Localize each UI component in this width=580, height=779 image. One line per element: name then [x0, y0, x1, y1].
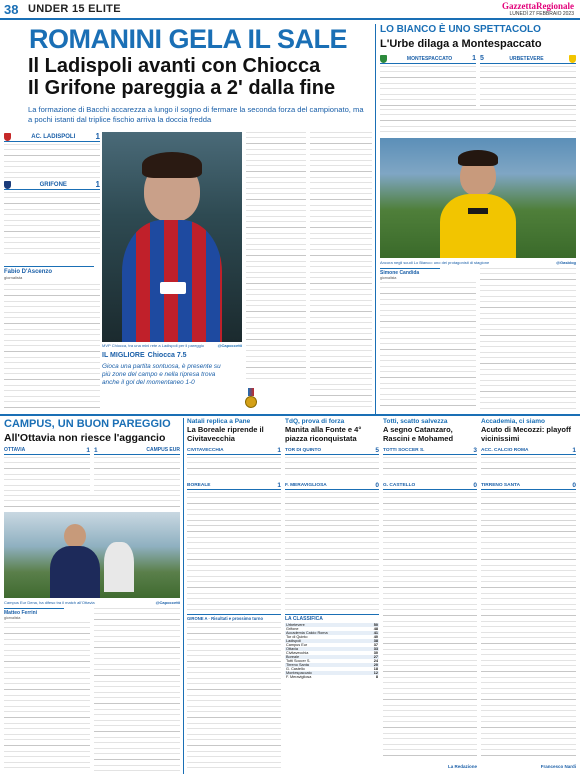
team-name: G. Castello [286, 667, 305, 671]
section-divider [0, 414, 580, 416]
lineup-text [481, 457, 576, 479]
caption-credit: @Gasblog [556, 260, 576, 265]
lineup-text [94, 457, 180, 493]
author-block [4, 266, 94, 280]
team1-score: 1 [95, 132, 100, 141]
team-name: Montespaccato [285, 671, 367, 675]
rt-team2-score: 5 [480, 55, 484, 62]
scoreboard-main [4, 132, 100, 257]
b3-kicker: TdQ, prova di forza [285, 418, 345, 425]
team-name: Totti Soccer S. [286, 659, 311, 663]
match-notes [4, 495, 180, 511]
mvp-box [102, 352, 242, 410]
team-name: Tirreno Santa [285, 663, 367, 667]
b5-team1-name: ACC. CALCIO ROMA [481, 447, 529, 453]
team2-score: 1 [95, 180, 100, 189]
rt-team2-name: URBETEVERE [509, 55, 544, 62]
b3-team1-name: TOR DI QUINTO [285, 447, 322, 453]
team-points: 20 [367, 663, 379, 667]
team-name: Ladispoli [285, 639, 367, 643]
team-points: 24 [373, 659, 378, 663]
brand-b: Regionale [536, 1, 574, 11]
issue-date: LUNEDÌ 27 FEBBRAIO 2023 [509, 11, 574, 17]
team-points: 40 [373, 635, 378, 639]
team-name: Civitavecchia [286, 651, 309, 655]
table-row [285, 675, 379, 679]
brand-a: Gazzetta [502, 1, 536, 11]
right-photo-caption [380, 260, 576, 265]
team-name: Boreale [285, 655, 367, 659]
team-points: 37 [373, 643, 378, 647]
right-scoreboard [380, 54, 576, 134]
b1-title: All'Ottavia non riesce l'aggancio [4, 432, 166, 444]
article-body [380, 282, 476, 410]
mvp-quote: Gioca una partita sontuosa, è presente su più zone del campo e nella ripresa trova anche il gol del momentaneo 1-0 [102, 363, 221, 386]
author-role: giornalista [380, 276, 397, 280]
b1-caption [4, 600, 180, 605]
article-body [310, 132, 372, 410]
article-body [94, 608, 180, 772]
b1-kicker: CAMPUS, UN BUON PAREGGIO [4, 418, 171, 430]
lineup-text [4, 144, 100, 178]
b2-team1-score: 1 [277, 446, 281, 454]
b1-photo [4, 512, 180, 598]
team2-name: GRIFONE [39, 181, 67, 188]
caption-credit: @Capoccetti [155, 600, 180, 605]
caption-text: Ancora negli scudi Lo Bianco: uno dei protagonisti di stagione [380, 260, 490, 265]
results-title: GIRONE A · Risultati e prossimo turno [187, 616, 264, 621]
right-author [380, 268, 440, 280]
b1-team2-name: CAMPUS EUR [146, 447, 180, 453]
main-summary: La formazione di Bacchi accarezza a lungo il sogno di fermare la seconda forza del campionato, ma a pochi istanti dal triplice fischio arriva la doccia fredda [28, 105, 364, 124]
lineup-text [383, 457, 477, 479]
b4-kicker: Totti, scatto salvezza [383, 418, 448, 425]
page-number: 38 [4, 2, 19, 17]
masthead-logo [502, 1, 574, 17]
lineup-text [380, 66, 476, 106]
b5-article [481, 418, 576, 530]
b4-team1-score: 3 [473, 446, 477, 454]
b2-title: La Boreale riprende il Civitavecchia [187, 425, 264, 443]
article-body [187, 520, 281, 610]
team-points: 8 [375, 675, 378, 679]
b4-article [383, 418, 477, 530]
medal-icon [244, 388, 258, 408]
b3-title: Manita alla Fonte e 4° piazza riconquistata [285, 425, 362, 443]
team1-name: AC. LADISPOLI [31, 133, 76, 140]
footer-left: La Redazione [447, 764, 477, 769]
b4-team2-name: G. CASTELLO [383, 482, 416, 488]
team-crest-icon [380, 55, 387, 63]
team-name: F. Meravigliosa [286, 675, 312, 679]
article-body [383, 520, 477, 760]
main-title-1: Il Ladispoli avanti con Chiocca [28, 55, 321, 77]
b2-article [187, 418, 281, 530]
team-points: 30 [373, 651, 378, 655]
team-crest-icon [4, 133, 11, 141]
b4-title: A segno Catanzaro, Rascini e Mohamed [383, 425, 454, 443]
caption-text: Campus Eur Dena, ha difeso tra il match all'Ottavia [4, 600, 95, 605]
right-photo [380, 138, 576, 258]
article-body [285, 520, 379, 610]
lineup-text [480, 66, 576, 106]
standings-box [285, 614, 379, 774]
rt-team1-name: MONTESPACCATO [406, 55, 453, 62]
caption-text: MVP Chiocca, tra una mini rete a Ladispoli per il pareggio [102, 343, 204, 348]
team-name: Campus Eur [286, 643, 308, 647]
column-divider [375, 24, 376, 414]
caption-credit: @Capoccetti [217, 343, 242, 348]
team-name: Tor di Quinto [286, 635, 308, 639]
team-name: Urbetevere [285, 623, 367, 627]
team-crest-icon [4, 181, 11, 189]
b4-team1-name: TOTTI SOCCER S. [383, 447, 425, 453]
team-name: Accademia Calcio Roma [285, 631, 367, 635]
b5-team2-score: 0 [572, 481, 576, 489]
article-body [4, 284, 100, 412]
team-crest-icon [569, 55, 576, 63]
photo-caption [102, 343, 242, 348]
article-body [4, 622, 90, 772]
mvp-label: IL MIGLIORE [102, 352, 145, 359]
b5-title: Acuto di Mecozzi: playoff vicinissimi [481, 425, 571, 443]
b3-team2-score: 0 [375, 481, 379, 489]
team-points: 27 [367, 655, 379, 659]
team-name: Grifone [286, 627, 299, 631]
main-title-2: Il Grifone pareggia a 2' dalla fine [28, 77, 336, 99]
b3-team1-score: 5 [375, 446, 379, 454]
b3-team2-name: F. MERAVIGLIOSA [285, 482, 327, 488]
standings-title: LA CLASSIFICA [285, 616, 323, 622]
right-kicker: LO BIANCO È UNO SPETTACOLO [380, 24, 541, 35]
team-points: 38 [367, 639, 379, 643]
rt-team1-score: 1 [472, 55, 476, 62]
b3-article [285, 418, 379, 530]
footer-right: Francesco Nardi [540, 764, 576, 769]
b2-team2-name: BOREALE [187, 482, 211, 488]
b2-team1-name: CIVITAVECCHIA [187, 447, 224, 453]
b5-kicker: Accademia, ci siamo [481, 418, 545, 425]
main-photo [102, 132, 242, 342]
b5-team1-score: 1 [572, 446, 576, 454]
b5-team2-name: TIRRENO SANTA [481, 482, 521, 488]
b1-author [4, 608, 64, 620]
b1-scoreboard [4, 446, 180, 511]
article-body [246, 132, 306, 382]
b2-kicker: Natali replica a Pane [187, 418, 251, 425]
team-points: 50 [367, 623, 379, 627]
lineup-text [4, 192, 100, 254]
lineup-text [187, 457, 281, 479]
results-box [187, 614, 281, 774]
mvp-name: Chiocca 7.5 [147, 352, 187, 359]
team-points: 12 [367, 671, 379, 675]
author-role: giornalista [4, 275, 23, 280]
article-body [480, 268, 576, 410]
section-title: UNDER 15 ELITE [28, 3, 121, 15]
author-role: giornalista [4, 616, 21, 620]
b1-team2-score: 1 [94, 446, 98, 454]
team-points: 41 [367, 631, 379, 635]
b2-team2-score: 1 [277, 481, 281, 489]
team-points: 48 [373, 627, 378, 631]
results-list [187, 622, 281, 768]
lineup-text [285, 457, 379, 479]
lineup-text [4, 457, 90, 493]
b1-team1-score: 1 [86, 446, 90, 454]
b4-team2-score: 0 [473, 481, 477, 489]
author-name: Fabio D'Ascenzo [4, 269, 53, 275]
article-body [481, 520, 576, 760]
column-divider [183, 418, 184, 774]
author-name: Simone Candida [380, 270, 420, 276]
standings-table [285, 623, 379, 679]
team-points: 18 [373, 667, 378, 671]
team-points: 33 [367, 647, 379, 651]
team-name: Ottavia [285, 647, 367, 651]
b1-team1-name: OTTAVIA [4, 447, 26, 453]
match-notes [380, 109, 576, 133]
right-title: L'Urbe dilaga a Montespaccato [380, 38, 542, 50]
author-name: Matteo Ferrini [4, 610, 38, 616]
main-kicker: ROMANINI GELA IL SALE [28, 24, 347, 54]
